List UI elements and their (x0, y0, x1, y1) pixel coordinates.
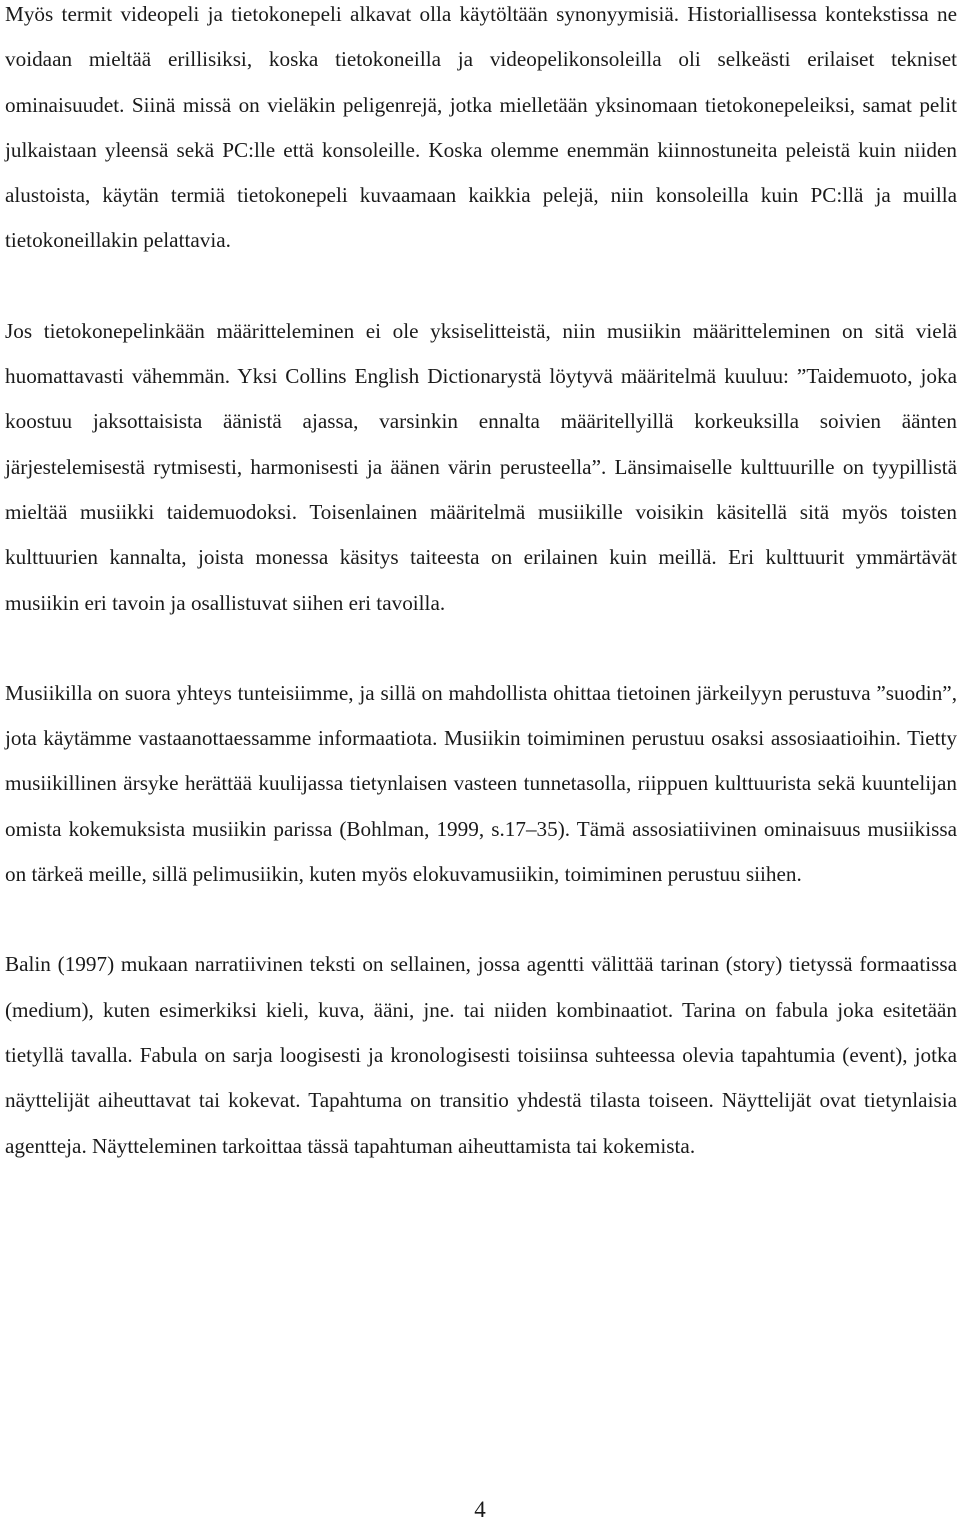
paragraph-1: Myös termit videopeli ja tietokonepeli alkavat olla käytöltään synonyymisiä. Historiallisessa kontekstissa ne voidaan mieltää erillisiksi, koska tietokoneilla ja videopelikonsoleilla oli selkeästi erilaiset tekniset ominaisuudet. Siinä missä on vieläkin peligenrejä, jotka mielletään yksinomaan tietokonepeleiksi, samat pelit julkaistaan yleensä sekä PC:lle että konsoleille. Koska olemme enemmän kiinnostuneita peleistä kuin niiden alustoista, käytän termiä tietokonepeli kuvaamaan kaikkia pelejä, niin konsoleilla kuin PC:llä ja muilla tietokoneillakin pelattavia. (5, 2, 957, 253)
paragraph-4: Balin (1997) mukaan narratiivinen teksti on sellainen, jossa agentti välittää tarinan (story) tietyssä formaatissa (medium), kuten esimerkiksi kieli, kuva, ääni, jne. tai niiden kombinaatiot. Tarina on fabula joka esitetään tietyllä tavalla. Fabula on sarja loogisesti ja kronologisesti toisiinsa suhteessa olevia tapahtumia (event), jotka näyttelijät aiheuttavat tai kokevat. Tapahtuma on transitio yhdestä tilasta toiseen. Näyttelijät ovat tietynlaisia agentteja. Näytteleminen tarkoittaa tässä tapahtuman aiheuttamista tai kokemista. (5, 952, 957, 1158)
body-text (5, 0, 957, 1169)
paragraph-2: Jos tietokonepelinkään määritteleminen ei ole yksiselitteistä, niin musiikin määritteleminen on sitä vielä huomattavasti vähemmän. Yksi Collins English Dictionarystä löytyvä määritelmä kuuluu: ”Taidemuoto, joka koostuu jaksottaisista äänistä ajassa, varsinkin ennalta määritellyillä korkeuksilla soivien äänten järjestelemisestä rytmisesti, harmonisesti ja äänen värin perusteella”. Länsimaiselle kulttuurille on tyypillistä mieltää musiikki taidemuodoksi. Toisenlainen määritelmä musiikille voisikin käsitellä sitä myös toisten kulttuurien kannalta, joista monessa käsitys taiteesta on erilainen kuin meillä. Eri kulttuurit ymmärtävät musiikin eri tavoin ja osallistuvat siihen eri tavoilla. (5, 318, 957, 615)
page-number: 4 (474, 1497, 486, 1522)
paragraph-3: Musiikilla on suora yhteys tunteisiimme, ja sillä on mahdollista ohittaa tietoinen järkeilyyn perustuva ”suodin”, jota käytämme vastaanottaessamme informaatiota. Musiikin toimiminen perustuu osaksi assosiaatioihin. Tietty musiikillinen ärsyke herättää kuulijassa tietynlaisen vasteen tunnetasolla, riippuen kulttuurista sekä kuuntelijan omista kokemuksista musiikin parissa (Bohlman, 1999, s.17–35). Tämä assosiatiivinen ominaisuus musiikissa on tärkeä meille, sillä pelimusiikin, kuten myös elokuvamusiikin, toimiminen perustuu siihen. (5, 680, 957, 887)
